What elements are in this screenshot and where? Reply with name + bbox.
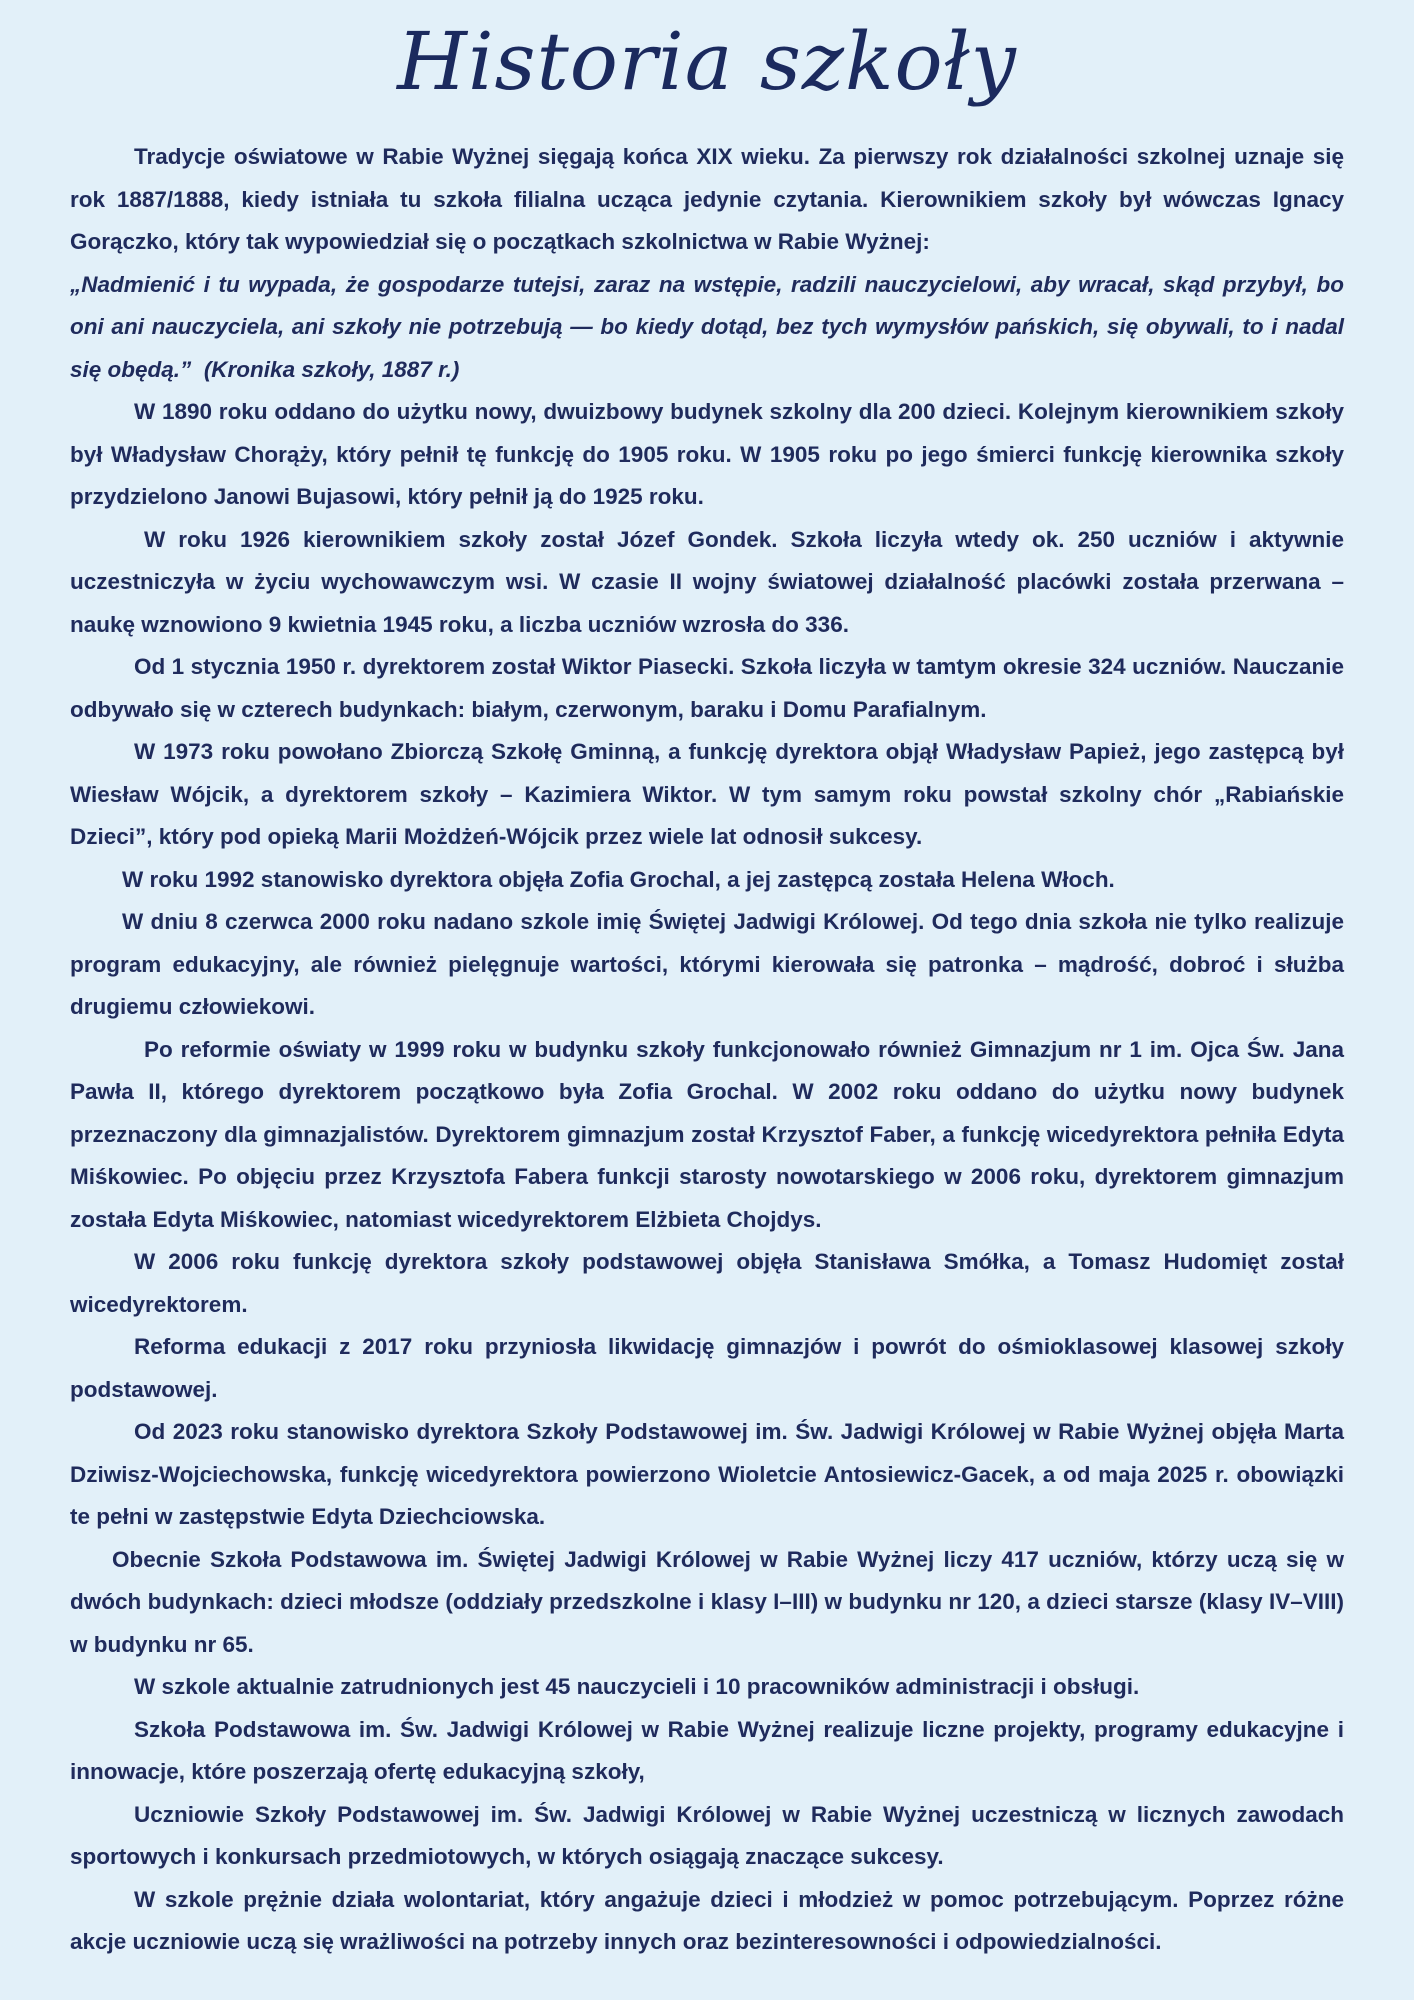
quote-text: „Nadmienić i tu wypada, że gospodarze tutejsi, zaraz na wstępie, radzili nauczycielowi, aby wracał, skąd przybył, bo oni ani nauczyciela, ani szkoły nie potrzebują — bo kiedy dotąd, bez tych wymysłów pańskich, się obywali, to i nadal się obędą.” bbox=[70, 271, 1344, 382]
paragraph-2023: Od 2023 roku stanowisko dyrektora Szkoły Podstawowej im. Św. Jadwigi Królowej w Rabie Wyżnej objęła Marta Dziwisz-Wojciechowska, funkcję wicedyrektora powierzono Wioletcie Antosiewicz-Gacek, a od maja 2025 r. obowiązki te pełni w zastępstwie Edyta Dziechciowska. bbox=[70, 1419, 1344, 1529]
paragraph-1999: Po reformie oświaty w 1999 roku w budynku szkoły funkcjonowało również Gimnazjum nr 1 im. Ojca Św. Jana Pawła II, którego dyrektorem początkowo była Zofia Grochal. W 2002 roku oddano do użytku nowy budynek przeznaczony dla gimnazjalistów. Dyrektorem gimnazjum został Krzysztof Faber, a funkcję wicedyrektora pełniła Edyta Miśkowiec. Po objęciu przez Krzysztofa Fabera funkcji starosty nowotarskiego w 2006 roku, dyrektorem gimnazjum została Edyta Miśkowiec, natomiast wicedyrektorem Elżbieta Chojdys. bbox=[70, 1036, 1344, 1232]
history-text bbox=[70, 136, 1344, 1964]
paragraph-1926: W roku 1926 kierownikiem szkoły został Józef Gondek. Szkoła liczyła wtedy ok. 250 uczniów i aktywnie uczestniczyła w życiu wychowawczym wsi. W czasie II wojny światowej działalność placówki została przerwana – naukę wznowiono 9 kwietnia 1945 roku, a liczba uczniów wzrosła do 336. bbox=[70, 526, 1344, 637]
paragraph-2017: Reforma edukacji z 2017 roku przyniosła likwidację gimnazjów i powrót do ośmioklasowej klasowej szkoły podstawowej. bbox=[70, 1334, 1344, 1402]
paragraph-current: Obecnie Szkoła Podstawowa im. Świętej Jadwigi Królowej w Rabie Wyżnej liczy 417 uczniów, którzy uczą się w dwóch budynkach: dzieci młodsze (oddziały przedszkolne i klasy I–III) w budynku nr 120, a dzieci starsze (klasy IV–VIII) w budynku nr 65. bbox=[70, 1546, 1344, 1657]
paragraph-1890: W 1890 roku oddano do użytku nowy, dwuizbowy budynek szkolny dla 200 dzieci. Kolejnym kierownikiem szkoły był Władysław Chorąży, który pełnił tę funkcję do 1905 roku. W 1905 roku po jego śmierci funkcję kierownika szkoły przydzielono Janowi Bujasowi, który pełnił ją do 1925 roku. bbox=[70, 399, 1344, 509]
paragraph-origins: Tradycje oświatowe w Rabie Wyżnej sięgają końca XIX wieku. Za pierwszy rok działalności szkolnej uznaje się rok 1887/1888, kiedy istniała tu szkoła filialna ucząca jedynie czytania. Kierownikiem szkoły był wówczas Ignacy Gorączko, który tak wypowiedział się o początkach szkolnictwa w Rabie Wyżnej: bbox=[70, 144, 1344, 254]
chronicle-quote bbox=[70, 264, 1344, 392]
quote-citation: (Kronika szkoły, 1887 r.) bbox=[203, 356, 460, 382]
paragraph-2000: W dniu 8 czerwca 2000 roku nadano szkole imię Świętej Jadwigi Królowej. Od tego dnia szkoła nie tylko realizuje program edukacyjny, ale również pielęgnuje wartości, którymi kierowała się patronka – mądrość, dobroć i służba drugiemu człowiekowi. bbox=[70, 909, 1344, 1019]
paragraph-staff: W szkole aktualnie zatrudnionych jest 45 nauczycieli i 10 pracowników administracji i obsługi. bbox=[134, 1674, 1140, 1699]
paragraph-1973: W 1973 roku powołano Zbiorczą Szkołę Gminną, a funkcję dyrektora objął Władysław Papież, jego zastępcą był Wiesław Wójcik, a dyrektorem szkoły – Kazimiera Wiktor. W tym samym roku powstał szkolny chór „Rabiańskie Dzieci”, który pod opieką Marii Możdżeń-Wójcik przez wiele lat odnosił sukcesy. bbox=[70, 739, 1344, 849]
paragraph-projects: Szkoła Podstawowa im. Św. Jadwigi Królowej w Rabie Wyżnej realizuje liczne projekty, programy edukacyjne i innowacje, które poszerzają ofertę edukacyjną szkoły, bbox=[70, 1716, 1344, 1784]
paragraph-1992: W roku 1992 stanowisko dyrektora objęła Zofia Grochal, a jej zastępcą została Helena Włoch. bbox=[122, 866, 1115, 892]
paragraph-2006: W 2006 roku funkcję dyrektora szkoły podstawowej objęła Stanisława Smółka, a Tomasz Hudomięt został wicedyrektorem. bbox=[70, 1249, 1344, 1317]
paragraph-volunteering: W szkole prężnie działa wolontariat, który angażuje dzieci i młodzież w pomoc potrzebującym. Poprzez różne akcje uczniowie uczą się wrażliwości na potrzeby innych oraz bezinteresowności i odpowiedzialności. bbox=[70, 1886, 1344, 1954]
page-title: Historia szkoły bbox=[397, 15, 1017, 108]
paragraph-1950: Od 1 stycznia 1950 r. dyrektorem został Wiktor Piasecki. Szkoła liczyła w tamtym okresie 324 uczniów. Nauczanie odbywało się w czterech budynkach: białym, czerwonym, baraku i Domu Parafialnym. bbox=[70, 654, 1344, 722]
paragraph-competitions: Uczniowie Szkoły Podstawowej im. Św. Jadwigi Królowej w Rabie Wyżnej uczestniczą w licznych zawodach sportowych i konkursach przedmiotowych, w których osiągają znaczące sukcesy. bbox=[70, 1801, 1344, 1869]
